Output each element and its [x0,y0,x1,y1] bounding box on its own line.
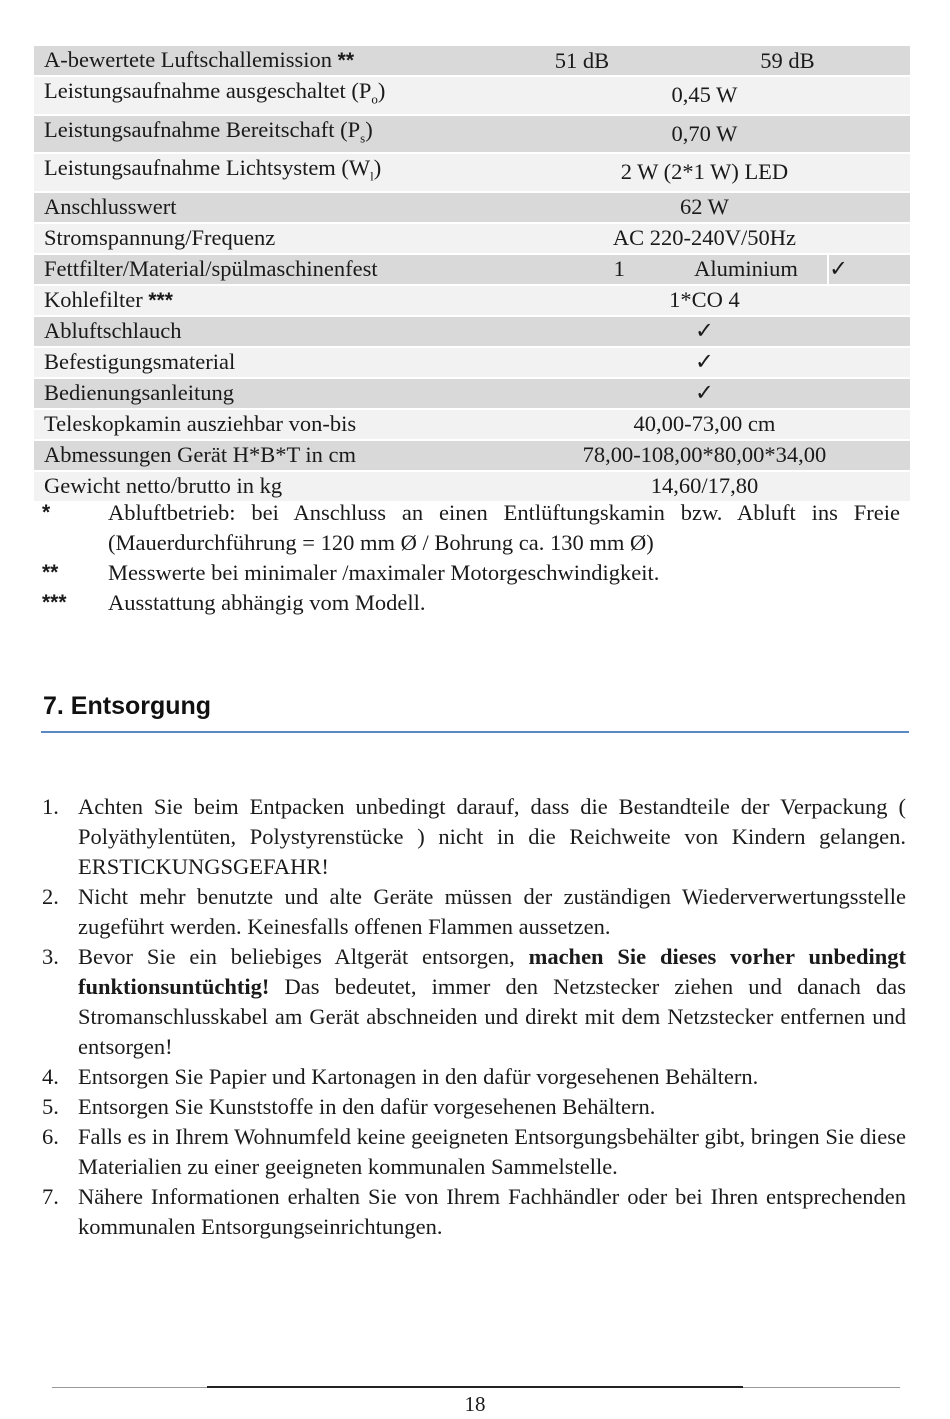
spec-value-count: 1 [499,255,665,284]
spec-value: 14,60/17,80 [499,472,910,501]
spec-value: AC 220-240V/50Hz [499,224,910,253]
spec-row [34,286,910,315]
spec-row [34,224,910,253]
checkmark-icon: ✓ [499,317,910,346]
spec-label: Fettfilter/Material/spülmaschinenfest [34,255,499,284]
list-number: 6. [42,1124,59,1149]
checkmark-icon: ✓ [827,255,910,284]
list-text-trail: Das bedeutet, immer den Netzstecker ziehen und danach das Stromanschlusskabel am Gerät abschneiden und direkt mit dem Netzstecker entfernen und entsorgen! [78,974,906,1059]
list-item [42,1182,906,1242]
list-number: 7. [42,1184,59,1209]
footnote-mark: ** [337,49,355,72]
spec-row [34,193,910,222]
spec-label-close: ) [365,116,373,142]
list-text-lead: Bevor Sie ein beliebiges Altgerät entsorgen, [78,944,529,969]
spec-label-close: ) [377,78,386,103]
list-item [42,1122,906,1182]
spec-row [34,472,910,501]
list-item [42,1092,906,1122]
list-number: 5. [42,1094,59,1119]
list-text [78,942,906,1062]
page-number: 18 [464,1392,486,1416]
list-number: 2. [42,884,59,909]
footnote-mark: *** [148,288,173,312]
footnote-text: Ausstattung abhängig vom Modell. [108,590,426,615]
list-number: 4. [42,1064,59,1089]
spec-label: Bedienungsanleitung [34,379,499,408]
spec-table [34,44,910,503]
spec-value: 0,70 W [499,116,910,153]
spec-value-material: Aluminium [665,255,827,284]
spec-label: Abluftschlauch [34,317,499,346]
checkmark-icon: ✓ [499,348,910,377]
spec-value: 78,00-108,00*80,00*34,00 [499,441,910,470]
footnote-mark: * [42,501,51,524]
spec-row [34,77,910,114]
list-item [42,882,906,942]
heading-divider [41,731,909,733]
spec-label-subscript: s [360,130,366,145]
spec-label-close: ) [373,155,382,180]
spec-label: Abmessungen Gerät H*B*T in cm [34,441,499,470]
spec-row [34,379,910,408]
spec-value: 40,00-73,00 cm [499,410,910,439]
spec-value: 62 W [499,193,910,222]
spec-label: Leistungsaufnahme Bereitschaft (P [44,116,361,142]
checkmark-icon: ✓ [499,379,910,408]
spec-label: Gewicht netto/brutto in kg [34,472,499,501]
list-number: 1. [42,794,59,819]
spec-row [34,154,910,191]
spec-label: Leistungsaufnahme ausgeschaltet (P [44,78,372,103]
spec-value: 2 W (2*1 W) LED [499,154,910,191]
spec-row [34,116,910,153]
list-text: Nicht mehr benutzte und alte Geräte müssen der zuständigen Wiederverwertungsstelle zugeführt werden. Keinesfalls offenen Flammen aussetzen. [78,884,906,939]
spec-label: Leistungsaufnahme Lichtsystem (W [44,155,371,180]
spec-label: Teleskopkamin ausziehbar von-bis [34,410,499,439]
spec-label: Anschlusswert [34,193,499,222]
list-text: Falls es in Ihrem Wohnumfeld keine geeigneten Entsorgungsbehälter gibt, bringen Sie diese Materialien zu einer geeigneten kommunalen Sammelstelle. [78,1124,906,1179]
list-item [42,792,906,882]
footer-divider-accent [207,1386,743,1388]
footnote-text: Abluftbetrieb: bei Anschluss an einen Entlüftungskamin bzw. Abluft ins Freie (Mauerdurchführung = 120 mm Ø / Bohrung ca. 130 mm Ø) [108,500,900,555]
footnote [42,558,900,588]
footnote-mark: ** [42,561,59,584]
list-text-emphasis: machen Sie dieses vorher unbedingt funktionsuntüchtig! [78,944,906,999]
section-heading: 7. Entsorgung [43,692,212,720]
spec-row [34,255,910,284]
footnote [42,498,900,558]
spec-label: Befestigungsmaterial [34,348,499,377]
spec-row [34,441,910,470]
disposal-steps [42,792,906,1242]
list-text: Entsorgen Sie Kunststoffe in den dafür vorgesehenen Behältern. [78,1094,656,1119]
spec-row [34,348,910,377]
spec-label: Kohlefilter [44,286,143,312]
spec-label-subscript: o [371,91,378,107]
footnote-text: Messwerte bei minimaler /maximaler Motorgeschwindigkeit. [108,560,660,585]
spec-row [34,46,910,75]
list-item [42,1062,906,1092]
footnote-mark: *** [42,591,67,614]
spec-label-subscript: l [370,168,374,184]
list-item [42,942,906,1062]
spec-row [34,317,910,346]
list-text: Entsorgen Sie Papier und Kartonagen in den dafür vorgesehenen Behältern. [78,1064,759,1089]
spec-label: Stromspannung/Frequenz [34,224,499,253]
spec-value-max: 59 dB [665,46,910,75]
spec-value: 0,45 W [499,77,910,114]
spec-row [34,410,910,439]
footnotes [42,498,900,618]
spec-value-min: 51 dB [499,46,665,75]
footnote [42,588,900,618]
list-text: Achten Sie beim Entpacken unbedingt darauf, dass die Bestandteile der Verpackung ( Polyäthylentüten, Polystyrenstücke ) nicht in die Reichweite von Kindern gelangen. ERSTICKUNGSGEFAHR! [78,794,906,879]
spec-value: 1*CO 4 [499,286,910,315]
list-number: 3. [42,944,59,969]
list-text: Nähere Informationen erhalten Sie von Ihrem Fachhändler oder bei Ihren entsprechenden kommunalen Entsorgungseinrichtungen. [78,1184,906,1239]
spec-label: A-bewertete Luftschallemission [44,47,333,72]
